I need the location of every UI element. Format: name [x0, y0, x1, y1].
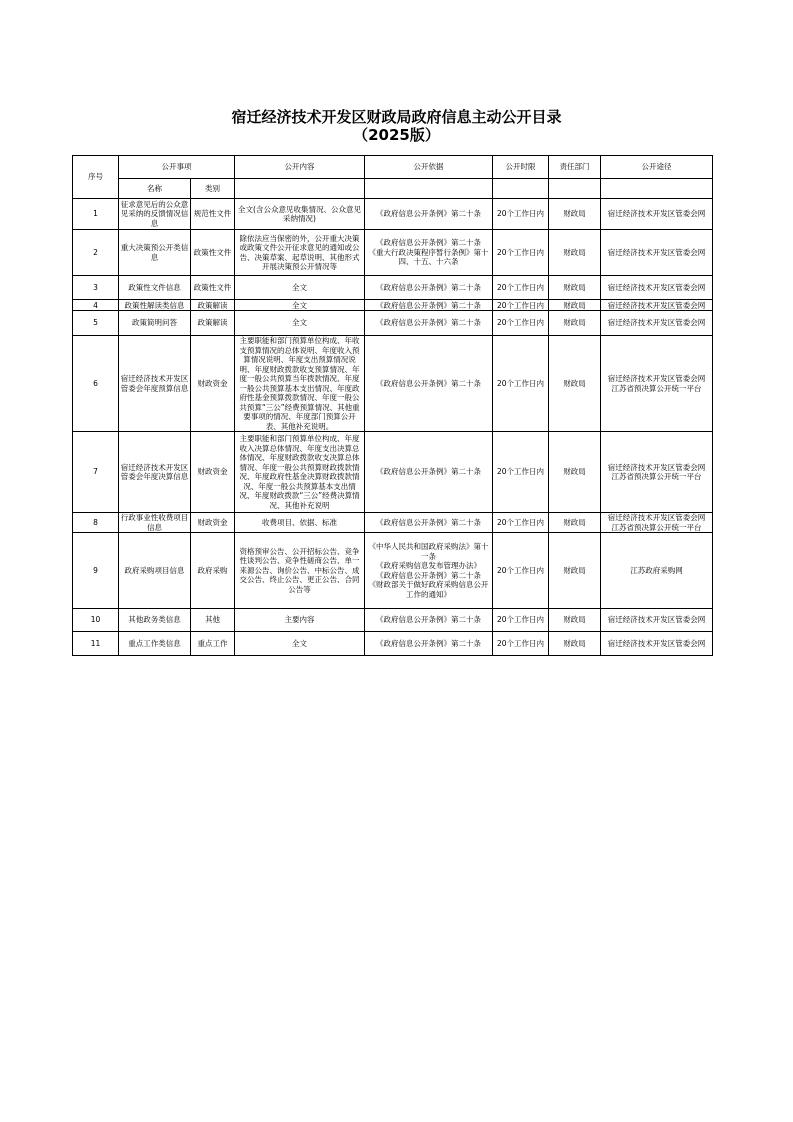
- cell-content: 主要职能和部门预算单位构成、年收支预算情况的总体说明、年度收入预算情况说明、年度支出预算情况说明、年度财政拨款收支预算情况、年度一般公共预算当年拨款情况、年度一般公共预算基本支出情况、年度政府性基金预算拨款情况、年度一般公共预算“三公”经费预算情况、其他重要事项的情况、年度部门预算公开表、其他补充说明。: [235, 336, 365, 432]
- cell-name: 政府采购项目信息: [119, 533, 191, 609]
- cell-name: 政策性文件信息: [119, 276, 191, 300]
- cell-name: 宿迁经济技术开发区管委会年度预算信息: [119, 336, 191, 432]
- table-row: [73, 199, 713, 230]
- cell-seq: 1: [73, 199, 119, 230]
- cell-basis: 《政府信息公开条例》第二十条: [365, 513, 493, 533]
- cell-content: 主要职能和部门预算单位构成、年度收入决算总体情况、年度支出决算总体情况、年度财政拨款收支决算总体情况、年度一般公共预算财政拨款情况、年度政府性基金决算财政拨款情况、年度一般公共预算基本支出情况、年度财政拨款“三公”经费决算情况、其他补充说明: [235, 432, 365, 513]
- cell-content: 主要内容: [235, 609, 365, 632]
- cell-channel: 宿迁经济技术开发区管委会网: [601, 311, 713, 336]
- header-category: 类别: [191, 179, 235, 199]
- cell-content: 全文: [235, 311, 365, 336]
- table-row: [73, 300, 713, 311]
- cell-content: 全文: [235, 276, 365, 300]
- cell-basis: 《政府信息公开条例》第二十条 《重大行政决策程序暂行条例》第十四、十五、十六条: [365, 230, 493, 276]
- cell-seq: 4: [73, 300, 119, 311]
- header-dept: 责任部门: [549, 156, 601, 179]
- page-title: 宿迁经济技术开发区财政局政府信息主动公开目录: [231, 108, 562, 126]
- header-content-blank: [235, 179, 365, 199]
- cell-name: 行政事业性收费项目信息: [119, 513, 191, 533]
- cell-timeline: 20个工作日内: [493, 199, 549, 230]
- cell-name: 政策简明问答: [119, 311, 191, 336]
- table-row: [73, 276, 713, 300]
- page-subtitle: （2025版）: [353, 126, 440, 144]
- cell-channel: 宿迁经济技术开发区管委会网: [601, 199, 713, 230]
- header-basis-blank: [365, 179, 493, 199]
- cell-category: 财政资金: [191, 513, 235, 533]
- cell-content: 全文: [235, 300, 365, 311]
- cell-dept: 财政局: [549, 336, 601, 432]
- table-row: [73, 336, 713, 432]
- cell-timeline: 20个工作日内: [493, 276, 549, 300]
- cell-basis: 《政府信息公开条例》第二十条: [365, 276, 493, 300]
- cell-channel: 宿迁经济技术开发区管委会网: [601, 230, 713, 276]
- cell-channel: 宿迁经济技术开发区管委会网 江苏省预决算公开统一平台: [601, 432, 713, 513]
- cell-category: 政策性文件: [191, 276, 235, 300]
- table-body: [73, 199, 713, 656]
- cell-basis: 《政府信息公开条例》第二十条: [365, 609, 493, 632]
- cell-basis: 《政府信息公开条例》第二十条: [365, 432, 493, 513]
- header-timeline: 公开时限: [493, 156, 549, 179]
- cell-category: 政策解读: [191, 300, 235, 311]
- table-row: [73, 432, 713, 513]
- cell-dept: 财政局: [549, 609, 601, 632]
- cell-seq: 5: [73, 311, 119, 336]
- table-row: [73, 632, 713, 656]
- cell-seq: 8: [73, 513, 119, 533]
- cell-seq: 6: [73, 336, 119, 432]
- header-name: 名称: [119, 179, 191, 199]
- table-row: [73, 311, 713, 336]
- cell-basis: 《政府信息公开条例》第二十条: [365, 199, 493, 230]
- cell-basis: 《中华人民共和国政府采购法》第十一条 《政府采购信息发布管理办法》 《政府信息公开条例》第二十条 《财政部关于做好政府采购信息公开工作的通知》: [365, 533, 493, 609]
- header-content: 公开内容: [235, 156, 365, 179]
- cell-seq: 11: [73, 632, 119, 656]
- cell-name: 宿迁经济技术开发区管委会年度决算信息: [119, 432, 191, 513]
- cell-dept: 财政局: [549, 513, 601, 533]
- header-seq: 序号: [73, 156, 119, 199]
- header-basis: 公开依据: [365, 156, 493, 179]
- cell-content: 除依法应当保密的外，公开重大决策或政策文件公开征求意见的通知或公告、决策草案、起草说明、其他形式开展决策预公开情况等: [235, 230, 365, 276]
- cell-dept: 财政局: [549, 300, 601, 311]
- cell-timeline: 20个工作日内: [493, 513, 549, 533]
- cell-dept: 财政局: [549, 311, 601, 336]
- cell-dept: 财政局: [549, 276, 601, 300]
- header-item: 公开事项: [119, 156, 235, 179]
- cell-channel: 宿迁经济技术开发区管委会网: [601, 609, 713, 632]
- cell-category: 重点工作: [191, 632, 235, 656]
- cell-category: 财政资金: [191, 432, 235, 513]
- cell-channel: 江苏政府采购网: [601, 533, 713, 609]
- cell-dept: 财政局: [549, 432, 601, 513]
- cell-basis: 《政府信息公开条例》第二十条: [365, 632, 493, 656]
- cell-timeline: 20个工作日内: [493, 432, 549, 513]
- cell-content: 收费项目、依据、标准: [235, 513, 365, 533]
- cell-timeline: 20个工作日内: [493, 300, 549, 311]
- cell-content: 全文: [235, 632, 365, 656]
- cell-timeline: 20个工作日内: [493, 336, 549, 432]
- cell-seq: 7: [73, 432, 119, 513]
- cell-timeline: 20个工作日内: [493, 609, 549, 632]
- cell-category: 政府采购: [191, 533, 235, 609]
- cell-channel: 宿迁经济技术开发区管委会网 江苏省预决算公开统一平台: [601, 513, 713, 533]
- cell-content: 全文(含公众意见收集情况、公众意见采纳情况): [235, 199, 365, 230]
- cell-dept: 财政局: [549, 199, 601, 230]
- header-dept-blank: [549, 179, 601, 199]
- cell-category: 政策性文件: [191, 230, 235, 276]
- cell-category: 规范性文件: [191, 199, 235, 230]
- cell-name: 其他政务类信息: [119, 609, 191, 632]
- cell-dept: 财政局: [549, 632, 601, 656]
- catalog-table: [72, 155, 713, 656]
- cell-category: 其他: [191, 609, 235, 632]
- cell-seq: 3: [73, 276, 119, 300]
- cell-seq: 2: [73, 230, 119, 276]
- cell-seq: 10: [73, 609, 119, 632]
- cell-name: 征求意见后的公众意见采纳的反馈情况信息: [119, 199, 191, 230]
- cell-name: 政策性解读类信息: [119, 300, 191, 311]
- cell-channel: 宿迁经济技术开发区管委会网: [601, 276, 713, 300]
- table-row: [73, 230, 713, 276]
- cell-category: 财政资金: [191, 336, 235, 432]
- cell-seq: 9: [73, 533, 119, 609]
- cell-content: 资格预审公告、公开招标公告、竞争性谈判公告、竞争性磋商公告、单一来源公告、询价公告、中标公告、成交公告、终止公告、更正公告、合同公告等: [235, 533, 365, 609]
- cell-name: 重大决策预公开类信息: [119, 230, 191, 276]
- cell-channel: 宿迁经济技术开发区管委会网 江苏省预决算公开统一平台: [601, 336, 713, 432]
- cell-timeline: 20个工作日内: [493, 230, 549, 276]
- table-row: [73, 513, 713, 533]
- cell-basis: 《政府信息公开条例》第二十条: [365, 311, 493, 336]
- table-row: [73, 609, 713, 632]
- cell-channel: 宿迁经济技术开发区管委会网: [601, 632, 713, 656]
- header-channel: 公开途径: [601, 156, 713, 179]
- table-row: [73, 533, 713, 609]
- cell-timeline: 20个工作日内: [493, 311, 549, 336]
- cell-basis: 《政府信息公开条例》第二十条: [365, 300, 493, 311]
- header-timeline-blank: [493, 179, 549, 199]
- cell-channel: 宿迁经济技术开发区管委会网: [601, 300, 713, 311]
- cell-dept: 财政局: [549, 533, 601, 609]
- cell-timeline: 20个工作日内: [493, 533, 549, 609]
- header-channel-blank: [601, 179, 713, 199]
- cell-category: 政策解读: [191, 311, 235, 336]
- cell-name: 重点工作类信息: [119, 632, 191, 656]
- cell-dept: 财政局: [549, 230, 601, 276]
- cell-timeline: 20个工作日内: [493, 632, 549, 656]
- cell-basis: 《政府信息公开条例》第二十条: [365, 336, 493, 432]
